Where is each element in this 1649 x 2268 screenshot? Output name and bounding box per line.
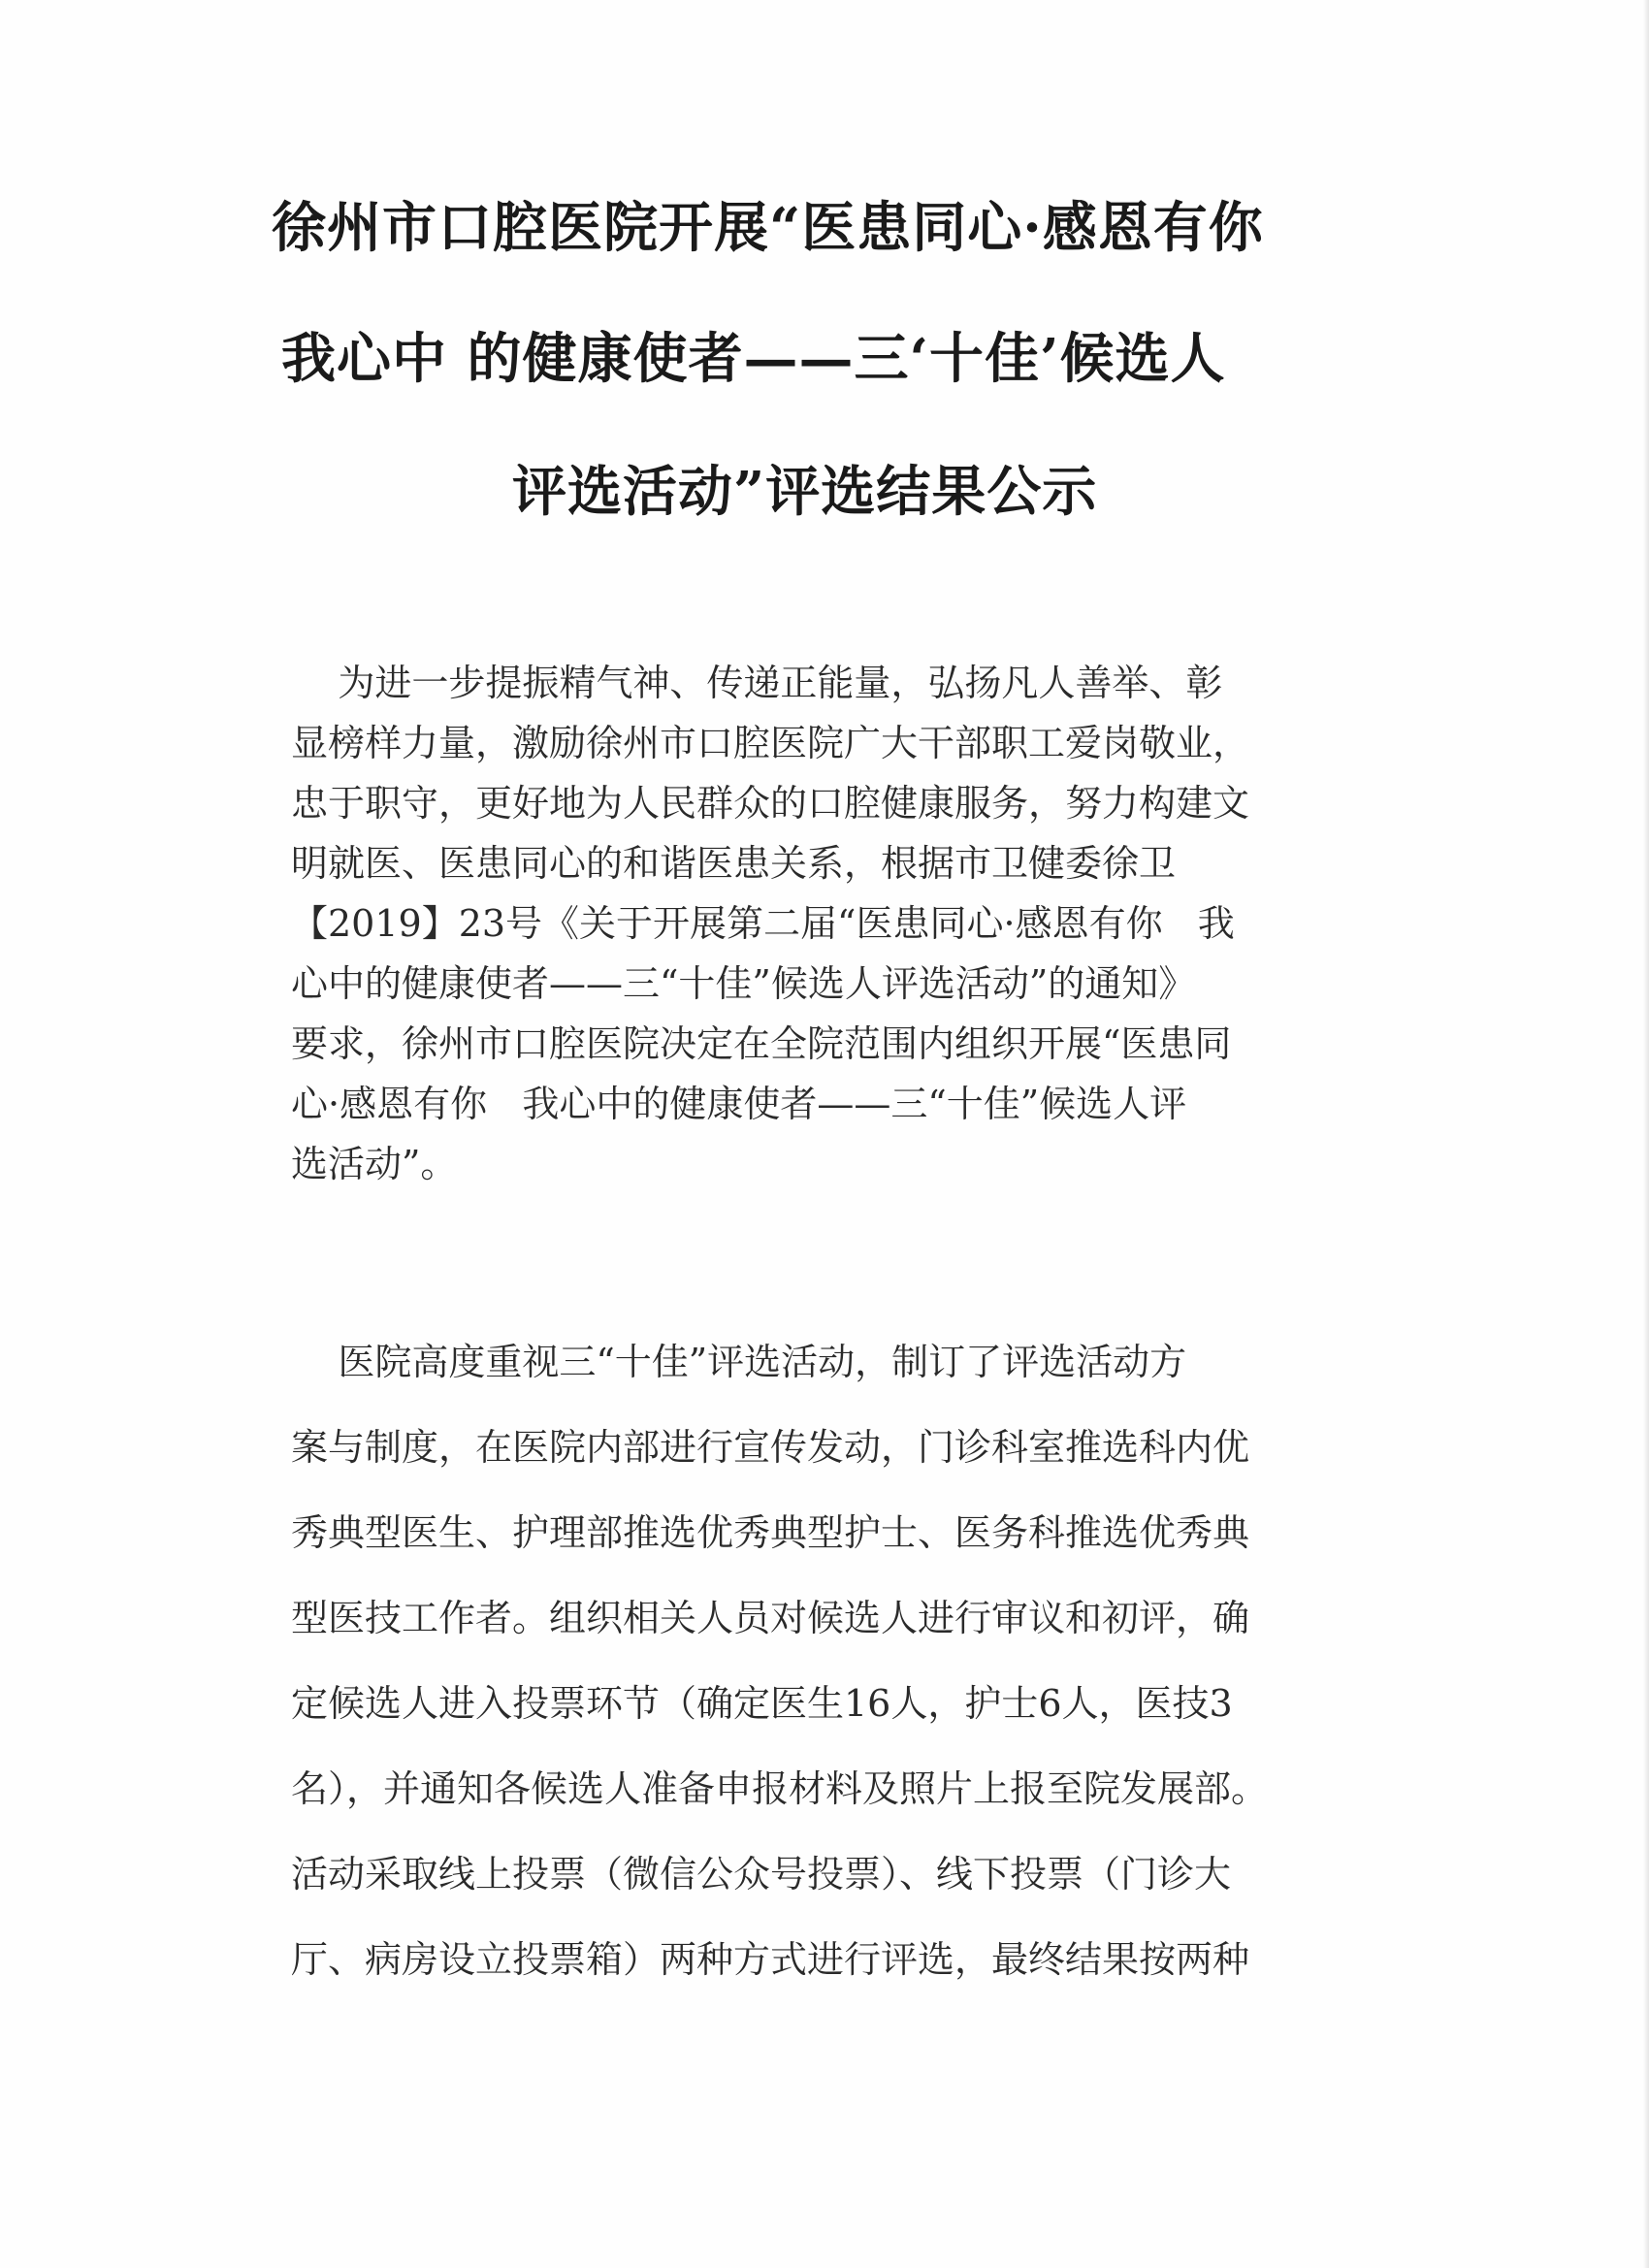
paragraph-line: 厅、病房设立投票箱）两种方式进行评选，最终结果按两种 xyxy=(291,1938,1250,1981)
scan-edge xyxy=(1643,0,1649,2268)
paragraph-line: 案与制度，在医院内部进行宣传发动，门诊科室推选科内优 xyxy=(291,1426,1250,1469)
title-line-3: 评选活动”评选结果公示 xyxy=(512,460,1098,524)
paragraph-line: 定候选人进入投票环节（确定医生16人，护士6人，医技3 xyxy=(291,1682,1233,1725)
paragraph-line: 型医技工作者。组织相关人员对候选人进行审议和初评，确 xyxy=(291,1597,1250,1639)
paragraph-line: 显榜样力量，激励徐州市口腔医院广大干部职工爱岗敬业， xyxy=(291,722,1250,764)
paragraph-line: 医院高度重视三“十佳”评选活动，制订了评选活动方 xyxy=(291,1341,1187,1383)
paragraph-line: 为进一步提振精气神、传递正能量，弘扬凡人善举、彰 xyxy=(291,662,1223,704)
paragraph-line: 忠于职守，更好地为人民群众的口腔健康服务，努力构建文 xyxy=(291,782,1250,825)
paragraph-line: 选活动”。 xyxy=(291,1143,458,1185)
title-line-2: 我心中 的健康使者——三‘十佳’候选人 xyxy=(281,327,1226,391)
paragraph-line: 要求，徐州市口腔医院决定在全院范围内组织开展“医患同 xyxy=(291,1022,1232,1065)
paragraph-line: 明就医、医患同心的和谐医患关系，根据市卫健委徐卫 xyxy=(291,842,1177,885)
paragraph-line: 【2019】23号《关于开展第二届“医患同心·感恩有你 我 xyxy=(291,902,1235,945)
paragraph-line: 活动采取线上投票（微信公众号投票）、线下投票（门诊大 xyxy=(291,1853,1232,1895)
paragraph-line: 心中的健康使者——三“十佳”候选人评选活动”的通知》 xyxy=(291,962,1196,1005)
paragraph-line: 秀典型医生、护理部推选优秀典型护士、医务科推选优秀典 xyxy=(291,1511,1250,1554)
title-line-1: 徐州市口腔医院开展“医患同心·感恩有你 xyxy=(272,196,1264,260)
paragraph-line: 心·感恩有你 我心中的健康使者——三“十佳”候选人评 xyxy=(291,1083,1187,1125)
paragraph-line: 名），并通知各候选人准备申报材料及照片上报至院发展部。 xyxy=(291,1767,1269,1810)
